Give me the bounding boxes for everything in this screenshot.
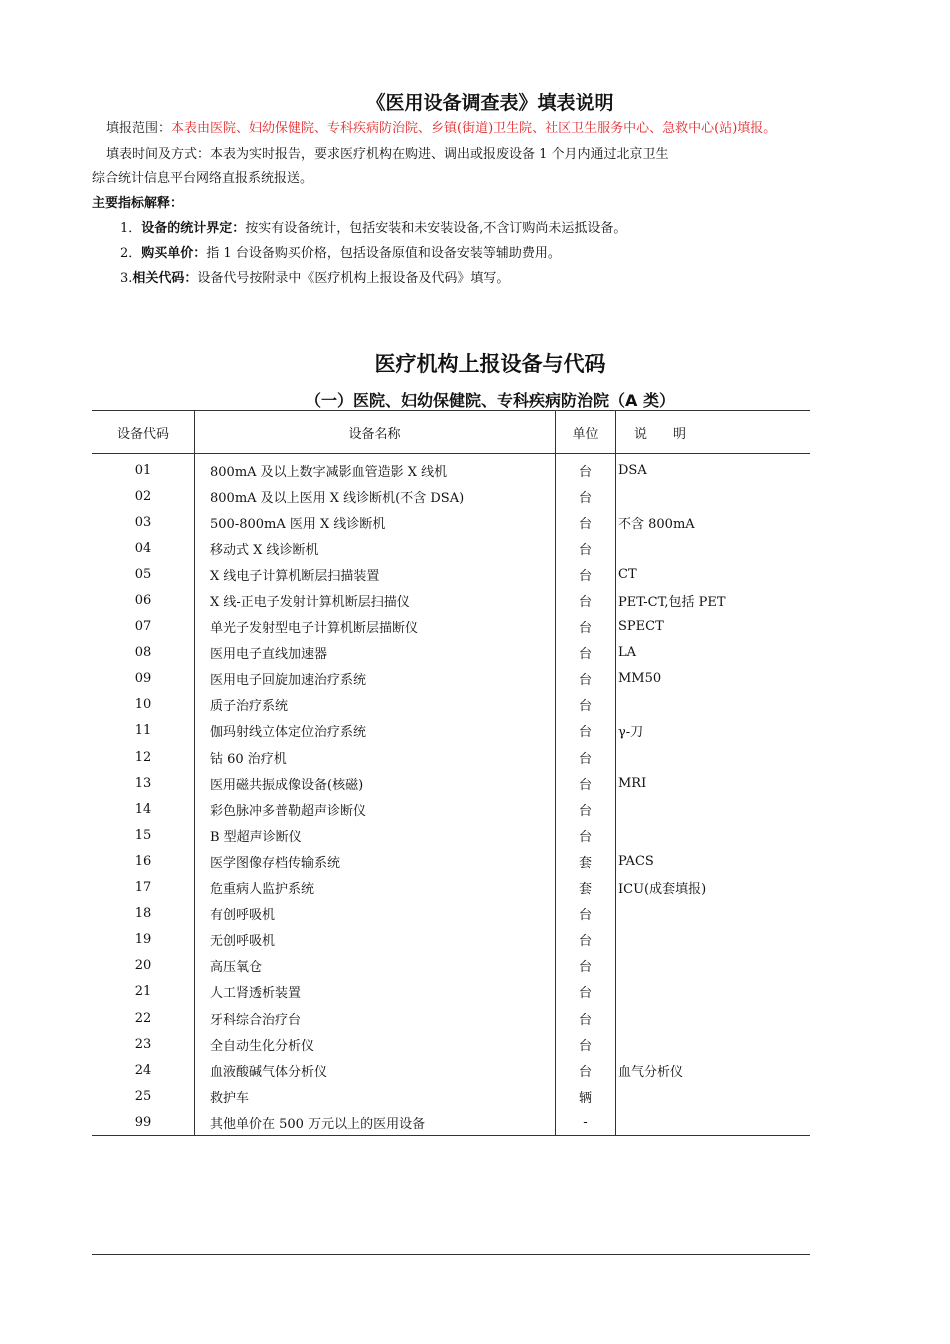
cell-note (616, 692, 811, 718)
cell-name: 800mA 及以上数字减影血管造影 X 线机 (195, 454, 556, 484)
cell-note (616, 535, 811, 561)
cell-unit: 台 (556, 822, 616, 848)
cell-code: 22 (134, 1010, 152, 1026)
cell-note (616, 927, 811, 953)
cell-name: 医用磁共振成像设备(核磁) (195, 770, 556, 796)
cell-note (616, 822, 811, 848)
cell-note: 血气分析仪 (616, 1057, 811, 1083)
table-row (92, 454, 810, 484)
cell-code: 01 (134, 462, 152, 478)
cell-note: LA (616, 640, 811, 666)
cell-name: 人工肾透析装置 (195, 979, 556, 1005)
cell-name: X 线电子计算机断层扫描装置 (195, 561, 556, 587)
cell-code: 99 (92, 1109, 195, 1136)
cell-name: 其他单价在 500 万元以上的医用设备 (195, 1109, 556, 1136)
cell-name: X 线-正电子发射计算机断层扫描仪 (195, 587, 556, 613)
cell-note: PACS (616, 848, 811, 874)
cell-code: 20 (134, 958, 152, 974)
table-row (92, 822, 810, 848)
cell-unit: 台 (556, 1031, 616, 1057)
cell-note (616, 901, 811, 927)
timing-line-2: 综合统计信息平台网络直报系统报送。 (92, 171, 314, 186)
section-title: 医疗机构上报设备与代码 (374, 352, 606, 376)
indicator-term: 设备的统计界定： (141, 221, 246, 236)
scope-label: 填报范围： (106, 121, 172, 136)
table-row (92, 770, 810, 796)
cell-name: 移动式 X 线诊断机 (195, 535, 556, 561)
cell-code: 18 (134, 906, 152, 922)
cell-note (616, 1005, 811, 1031)
cell-code: 08 (134, 645, 152, 661)
cell-code: 25 (134, 1088, 152, 1104)
table-row (92, 901, 810, 927)
cell-name: 牙科综合治疗台 (195, 1005, 556, 1031)
cell-note: DSA (616, 454, 811, 484)
cell-note (616, 979, 811, 1005)
cell-unit: 台 (556, 901, 616, 927)
table-row (92, 979, 810, 1005)
indicator-item-1 (120, 217, 626, 236)
cell-note: PET-CT,包括 PET (616, 587, 811, 613)
cell-name: 高压氧仓 (195, 953, 556, 979)
cell-name: 800mA 及以上医用 X 线诊断机(不含 DSA) (195, 483, 556, 509)
cell-name: 单光子发射型电子计算机断层描断仪 (195, 614, 556, 640)
cell-code: 09 (134, 671, 152, 687)
table-row (92, 848, 810, 874)
cell-name: 全自动生化分析仪 (195, 1031, 556, 1057)
cell-note (616, 796, 811, 822)
cell-unit: 台 (556, 666, 616, 692)
cell-unit: 台 (556, 587, 616, 613)
cell-code: 06 (134, 593, 152, 609)
cell-code: 16 (134, 853, 152, 869)
header-code: 设备代码 (92, 411, 195, 454)
table-row (92, 509, 810, 535)
cell-name: 彩色脉冲多普勒超声诊断仪 (195, 796, 556, 822)
cell-note: ICU(成套填报) (616, 875, 811, 901)
cell-name: 钴 60 治疗机 (195, 744, 556, 770)
cell-note (616, 953, 811, 979)
timing-line-1: 填表时间及方式：本表为实时报告，要求医疗机构在购进、调出或报废设备 1 个月内通过北京卫生 (106, 147, 669, 162)
scope-text: 本表由医院、妇幼保健院、专科疾病防治院、乡镇(街道)卫生院、社区卫生服务中心、急救中心(站)填报。 (171, 121, 777, 136)
cell-note: MRI (616, 770, 811, 796)
table-row (92, 875, 810, 901)
cell-code: 23 (134, 1036, 152, 1052)
table-row (92, 927, 810, 953)
cell-name: 血液酸碱气体分析仪 (195, 1057, 556, 1083)
scope-line (106, 117, 776, 136)
table-row (92, 1057, 810, 1083)
cell-code: 14 (134, 801, 152, 817)
table-row (92, 483, 810, 509)
cell-unit: 台 (556, 1005, 616, 1031)
cell-note: 不含 800mA (616, 509, 811, 535)
footer-divider (92, 1254, 810, 1255)
table-row (92, 1005, 810, 1031)
cell-note (616, 1083, 811, 1109)
table-header-row (92, 411, 810, 454)
cell-code: 15 (134, 827, 152, 843)
cell-unit: 套 (556, 875, 616, 901)
indicator-number: 1． (120, 221, 142, 236)
indicator-number: 2． (120, 246, 142, 261)
cell-unit: - (556, 1109, 616, 1136)
header-name: 设备名称 (195, 411, 556, 454)
cell-code: 12 (134, 749, 152, 765)
cell-code: 13 (134, 775, 152, 791)
cell-code: 05 (134, 566, 152, 582)
table-row (92, 666, 810, 692)
table-row (92, 1083, 810, 1109)
indicator-number: 3. (120, 271, 133, 286)
table-row (92, 1031, 810, 1057)
indicator-text: 指 1 台设备购买价格，包括设备原值和设备安装等辅助费用。 (206, 246, 561, 261)
cell-name: 危重病人监护系统 (195, 875, 556, 901)
cell-unit: 台 (556, 953, 616, 979)
cell-code: 03 (134, 514, 152, 530)
cell-unit: 台 (556, 561, 616, 587)
indicators-heading: 主要指标解释： (92, 196, 184, 211)
cell-name: 无创呼吸机 (195, 927, 556, 953)
cell-unit: 台 (556, 692, 616, 718)
cell-note: γ-刀 (616, 718, 811, 744)
cell-code: 10 (134, 697, 152, 713)
table-row (92, 718, 810, 744)
equipment-table (92, 410, 810, 1136)
cell-code: 19 (134, 932, 152, 948)
cell-note: SPECT (616, 614, 811, 640)
cell-name: 救护车 (195, 1083, 556, 1109)
cell-unit: 台 (556, 796, 616, 822)
cell-name: 有创呼吸机 (195, 901, 556, 927)
table-body (92, 454, 810, 1136)
indicator-item-3 (120, 267, 509, 286)
cell-unit: 辆 (556, 1083, 616, 1109)
table-row (92, 1109, 810, 1136)
header-note: 说 明 (616, 411, 811, 454)
indicator-text: 设备代号按附录中《医疗机构上报设备及代码》填写。 (197, 271, 510, 286)
table-row (92, 692, 810, 718)
cell-note: CT (616, 561, 811, 587)
document-title: 《医用设备调查表》填表说明 (366, 92, 614, 114)
cell-name: 医用电子回旋加速治疗系统 (195, 666, 556, 692)
cell-unit: 台 (556, 979, 616, 1005)
cell-unit: 台 (556, 509, 616, 535)
cell-unit: 台 (556, 535, 616, 561)
sub-title: （一）医院、妇幼保健院、专科疾病防治院（A 类） (305, 391, 675, 410)
table-row (92, 640, 810, 666)
cell-unit: 台 (556, 770, 616, 796)
table-row (92, 953, 810, 979)
table-row (92, 796, 810, 822)
cell-name: 医用电子直线加速器 (195, 640, 556, 666)
table-row (92, 535, 810, 561)
cell-name: 500-800mA 医用 X 线诊断机 (195, 509, 556, 535)
cell-unit: 台 (556, 640, 616, 666)
table-row (92, 587, 810, 613)
cell-note (616, 1031, 811, 1057)
cell-unit: 台 (556, 1057, 616, 1083)
indicator-term: 相关代码： (132, 271, 198, 286)
table-row (92, 744, 810, 770)
cell-code: 11 (134, 723, 152, 739)
cell-unit: 台 (556, 718, 616, 744)
cell-code: 21 (134, 984, 152, 1000)
cell-code: 17 (134, 880, 152, 896)
cell-code: 04 (134, 540, 152, 556)
cell-name: 医学图像存档传输系统 (195, 848, 556, 874)
cell-note: MM50 (616, 666, 811, 692)
table-row (92, 614, 810, 640)
cell-code: 02 (134, 488, 152, 504)
cell-name: 质子治疗系统 (195, 692, 556, 718)
cell-unit: 台 (556, 744, 616, 770)
indicator-item-2 (120, 242, 561, 261)
cell-unit: 台 (556, 614, 616, 640)
cell-unit: 台 (556, 927, 616, 953)
cell-unit: 套 (556, 848, 616, 874)
cell-note (616, 744, 811, 770)
cell-name: 伽玛射线立体定位治疗系统 (195, 718, 556, 744)
indicator-term: 购买单价： (141, 246, 207, 261)
table-row (92, 561, 810, 587)
cell-unit: 台 (556, 483, 616, 509)
cell-code: 24 (134, 1062, 152, 1078)
indicator-text: 按实有设备统计，包括安装和未安装设备,不含订购尚未运抵设备。 (245, 221, 627, 236)
cell-name: B 型超声诊断仪 (195, 822, 556, 848)
header-unit: 单位 (556, 411, 616, 454)
cell-note (616, 483, 811, 509)
cell-unit: 台 (556, 454, 616, 484)
cell-code: 07 (134, 619, 152, 635)
cell-note (616, 1109, 811, 1136)
